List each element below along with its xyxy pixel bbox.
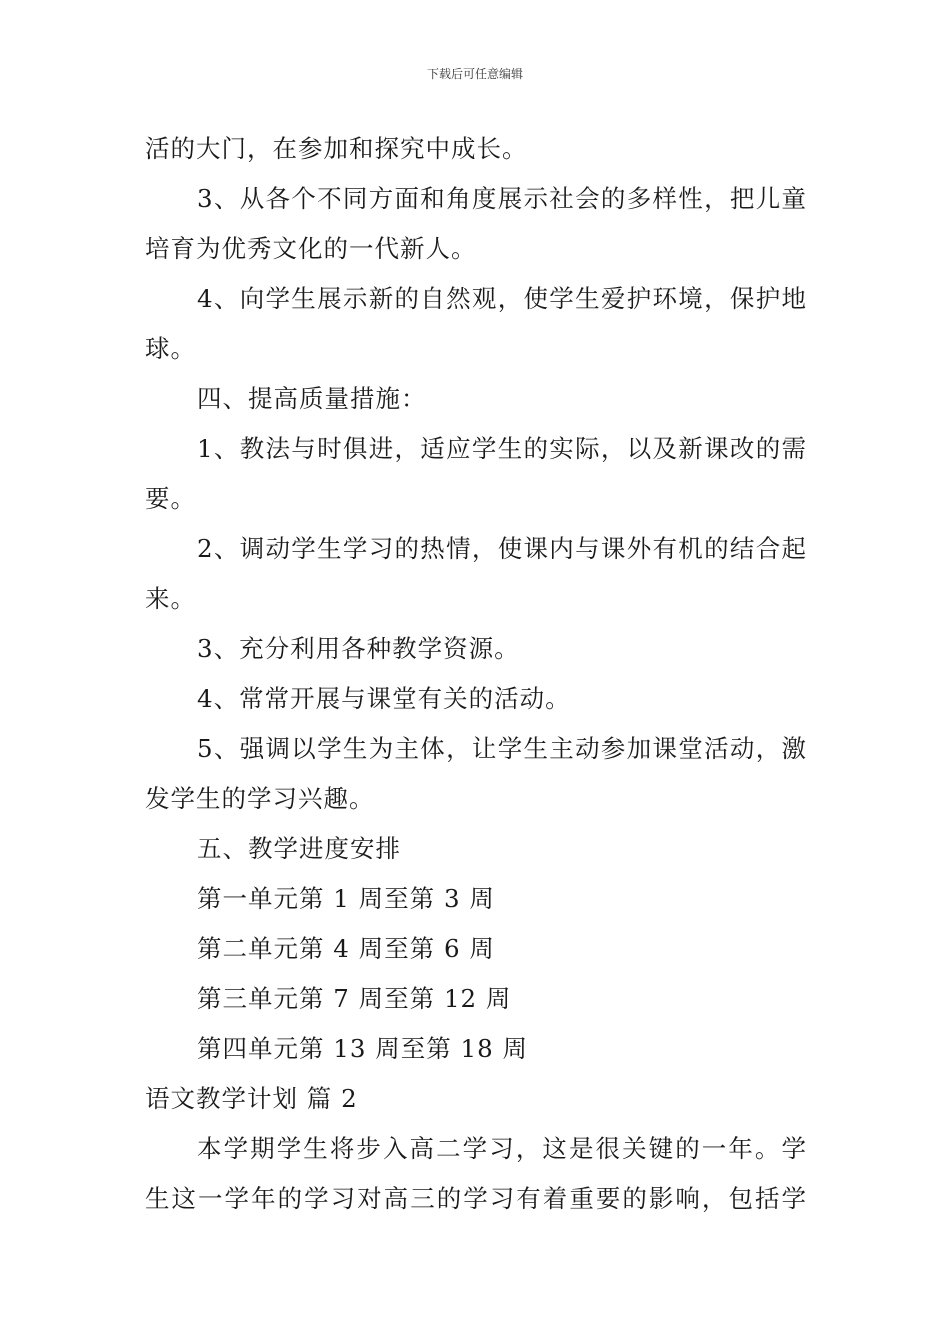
list-item: 5、强调以学生为主体，让学生主动参加课堂活动，激 bbox=[197, 734, 807, 763]
body-line: 活的大门，在参加和探究中成长。 bbox=[145, 134, 528, 163]
paragraph-line: 本学期学生将步入高二学习，这是很关键的一年。学 bbox=[197, 1134, 807, 1163]
paragraph-line: 生这一学年的学习对高三的学习有着重要的影响，包括学 bbox=[145, 1184, 807, 1213]
list-item: 1、教法与时俱进，适应学生的实际，以及新课改的需 bbox=[197, 434, 807, 463]
body-line: 培育为优秀文化的一代新人。 bbox=[145, 234, 477, 263]
schedule-item: 第一单元第 1 周至第 3 周 bbox=[197, 884, 495, 913]
schedule-item: 第三单元第 7 周至第 12 周 bbox=[197, 984, 512, 1013]
article-title: 语文教学计划 篇 2 bbox=[145, 1084, 358, 1113]
list-item: 4、常常开展与课堂有关的活动。 bbox=[197, 684, 571, 713]
schedule-item: 第二单元第 4 周至第 6 周 bbox=[197, 934, 495, 963]
body-line: 来。 bbox=[145, 584, 196, 613]
list-item: 4、向学生展示新的自然观，使学生爱护环境，保护地 bbox=[197, 284, 807, 313]
body-line: 要。 bbox=[145, 484, 196, 513]
list-item: 3、充分利用各种教学资源。 bbox=[197, 634, 520, 663]
list-item: 2、调动学生学习的热情，使课内与课外有机的结合起 bbox=[197, 534, 807, 563]
document-body bbox=[145, 124, 807, 1224]
page-header: 下载后可任意编辑 bbox=[426, 67, 523, 81]
section-heading: 四、提高质量措施： bbox=[197, 384, 427, 413]
schedule-item: 第四单元第 13 周至第 18 周 bbox=[197, 1034, 529, 1063]
list-item: 3、从各个不同方面和角度展示社会的多样性，把儿童 bbox=[197, 184, 807, 213]
section-heading: 五、教学进度安排 bbox=[197, 834, 401, 863]
body-line: 球。 bbox=[145, 334, 196, 363]
body-line: 发学生的学习兴趣。 bbox=[145, 784, 375, 813]
